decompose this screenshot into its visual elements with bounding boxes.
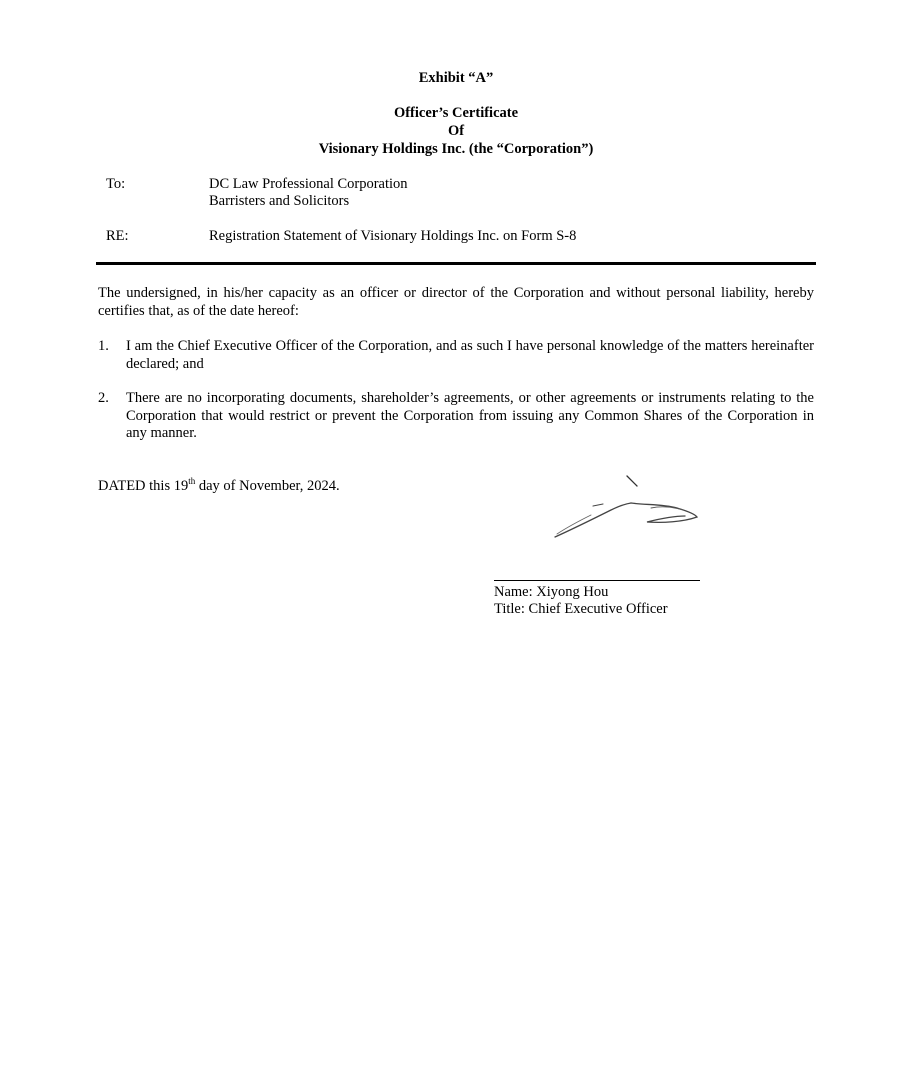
- re-label: RE:: [106, 228, 129, 244]
- certificate-title-of: Of: [447, 123, 465, 139]
- intro-paragraph: The undersigned, in his/her capacity as an officer or director of the Corporation and without personal liability, hereby certifies that, as of the date hereof:: [98, 285, 814, 319]
- corporation-title: Visionary Holdings Inc. (the “Corporation”): [318, 141, 594, 157]
- signatory-name: Name: Xiyong Hou: [494, 584, 609, 600]
- dated-prefix: DATED this 19: [98, 478, 189, 494]
- header-divider: [96, 262, 816, 265]
- exhibit-heading: Exhibit “A”: [418, 70, 494, 86]
- dated-ordinal: th: [188, 476, 196, 487]
- signatory-title: Title: Chief Executive Officer: [494, 601, 668, 617]
- dated-suffix: day of November, 2024.: [195, 478, 340, 494]
- to-label: To:: [106, 176, 126, 192]
- addressee-role: Barristers and Solicitors: [209, 193, 350, 209]
- list-item-number: 1.: [98, 338, 109, 354]
- list-item-text: I am the Chief Executive Officer of the Corporation, and as such I have personal knowledge of the matters hereinafter declared; and: [126, 338, 814, 372]
- dated-line: [98, 478, 340, 495]
- list-item-text: There are no incorporating documents, shareholder’s agreements, or other agreements or instruments relating to the Corporation that would restrict or prevent the Corporation from issuing any Common Shares of the Corporation in any manner.: [126, 390, 814, 441]
- handwritten-signature: [545, 470, 710, 550]
- addressee-firm: DC Law Professional Corporation: [209, 176, 408, 192]
- signature-line: [494, 580, 700, 581]
- certificate-title: Officer’s Certificate: [393, 105, 519, 121]
- re-subject: Registration Statement of Visionary Holdings Inc. on Form S-8: [209, 228, 577, 244]
- list-item-number: 2.: [98, 390, 109, 406]
